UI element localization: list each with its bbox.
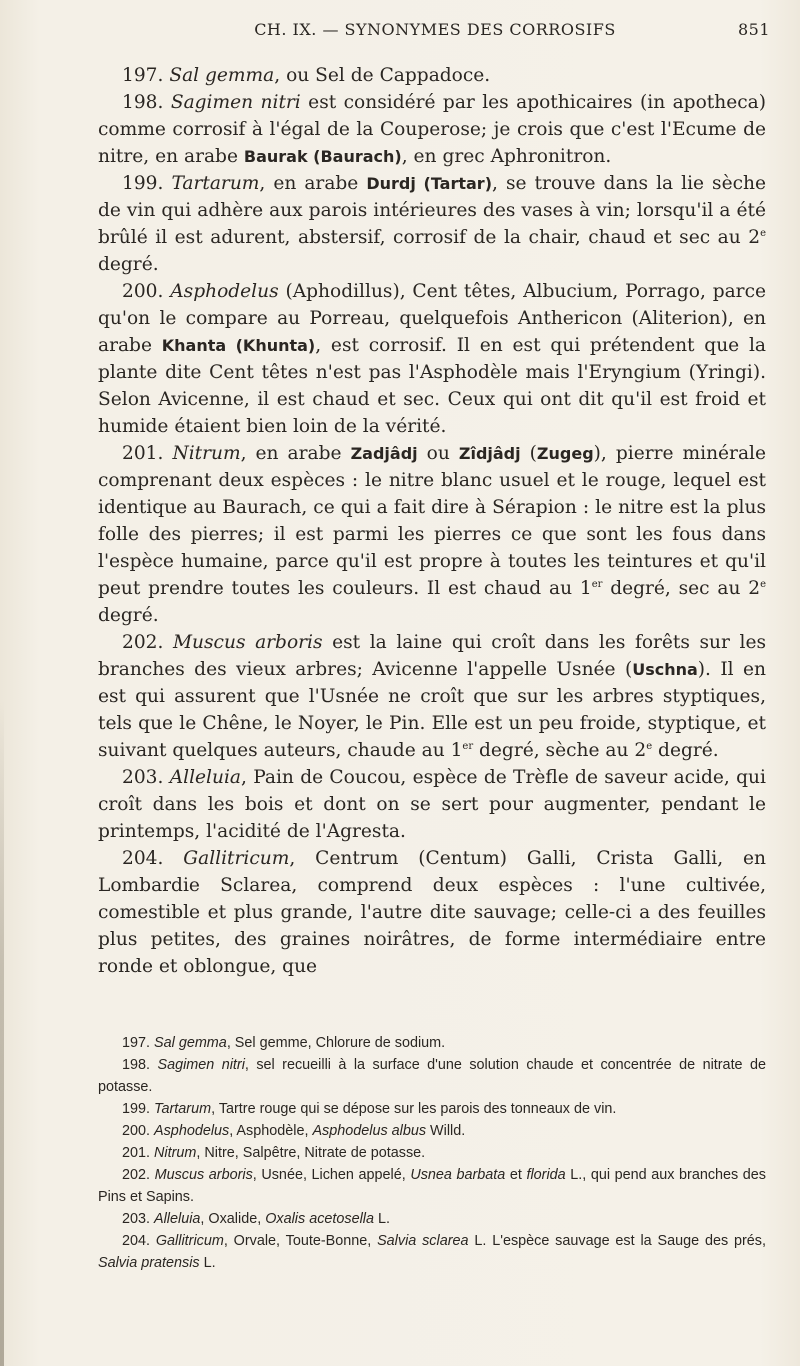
- note-198: 198. Sagimen nitri, sel recueilli à la surface d'une solution chaude et concentrée de nitrate de potasse.: [98, 1057, 767, 1095]
- entry-204: 204. Gallitricum, Centrum (Centum) Galli, Crista Galli, en Lombardie Sclarea, comprend deux espèces : l'une cultivée, comestible et plus grande, l'autre dite sauvage; celle-ci a des feuilles plus petites, des graines noirâtres, de forme intermédiaire entre ronde et oblongue, que: [98, 848, 766, 977]
- running-head: [100, 20, 770, 44]
- page-edge-shadow: [0, 700, 4, 1366]
- note-203: 203. Alleluia, Oxalide, Oxalis acetosella L.: [122, 1211, 390, 1227]
- entry-197: 197. Sal gemma, ou Sel de Cappadoce.: [122, 65, 491, 86]
- entry-202: 202. Muscus arboris est la laine qui croît dans les forêts sur les branches des vieux arbres; Avicenne l'appelle Usnée (Uschna). Il en est qui assurent que l'Usnée ne croît que sur les arbres styptiques, tels que le Chêne, le Noyer, le Pin. Elle est un peu froide, styptique, et suivant quelques auteurs, chaude au 1er degré, sèche au 2e degré.: [98, 632, 766, 761]
- running-title: CH. IX. — SYNONYMES DES CORROSIFS: [254, 20, 616, 39]
- note-201: 201. Nitrum, Nitre, Salpêtre, Nitrate de potasse.: [122, 1145, 426, 1161]
- entry-199: 199. Tartarum, en arabe Durdj (Tartar), se trouve dans la lie sèche de vin qui adhère aux parois intérieures des vases à vin; lorsqu'il a été brûlé il est adurent, abstersif, corrosif de la chair, chaud et sec au 2e degré.: [98, 173, 766, 275]
- note-202: 202. Muscus arboris, Usnée, Lichen appelé, Usnea barbata et florida L., qui pend aux branches des Pins et Sapins.: [98, 1167, 767, 1205]
- entry-203: 203. Alleluia, Pain de Coucou, espèce de Trèfle de saveur acide, qui croît dans les bois et dont on se sert pour augmenter, pendant le printemps, l'acidité de l'Agresta.: [98, 767, 766, 842]
- note-199: 199. Tartarum, Tartre rouge qui se dépose sur les parois des tonneaux de vin.: [122, 1101, 617, 1117]
- note-197: 197. Sal gemma, Sel gemme, Chlorure de sodium.: [122, 1035, 446, 1051]
- main-text: [98, 62, 766, 980]
- footnotes: [98, 1032, 766, 1274]
- entry-200: 200. Asphodelus (Aphodillus), Cent têtes, Albucium, Porrago, parce qu'on le compare au Porreau, quelquefois Anthericon (Aliterion), en arabe Khanta (Khunta), est corrosif. Il en est qui prétendent que la plante dite Cent têtes n'est pas l'Asphodèle mais l'Eryngium (Yringi). Selon Avicenne, il est chaud et sec. Ceux qui ont dit qu'il est froid et humide étaient bien loin de la vérité.: [98, 281, 766, 437]
- page-number: 851: [737, 20, 770, 39]
- note-200: 200. Asphodelus, Asphodèle, Asphodelus albus Willd.: [122, 1123, 466, 1139]
- entry-198: 198. Sagimen nitri est considéré par les apothicaires (in apotheca) comme corrosif à l'égal de la Couperose; je crois que c'est l'Ecume de nitre, en arabe Baurak (Baurach), en grec Aphronitron.: [98, 92, 766, 167]
- entry-201: 201. Nitrum, en arabe Zadjâdj ou Zîdjâdj (Zugeg), pierre minérale comprenant deux espèces : le nitre blanc usuel et le rouge, lequel est identique au Baurach, ce qui a fait dire à Sérapion : le nitre est la plus folle des pierres; il est parmi les pierres ce que sont les fous dans l'espèce humaine, parce qu'il est propre à toutes les teintures et qu'il peut prendre toutes les couleurs. Il est chaud au 1er degré, sec au 2e degré.: [98, 443, 766, 626]
- note-204: 204. Gallitricum, Orvale, Toute-Bonne, Salvia sclarea L. L'espèce sauvage est la Sauge des prés, Salvia pratensis L.: [98, 1233, 766, 1271]
